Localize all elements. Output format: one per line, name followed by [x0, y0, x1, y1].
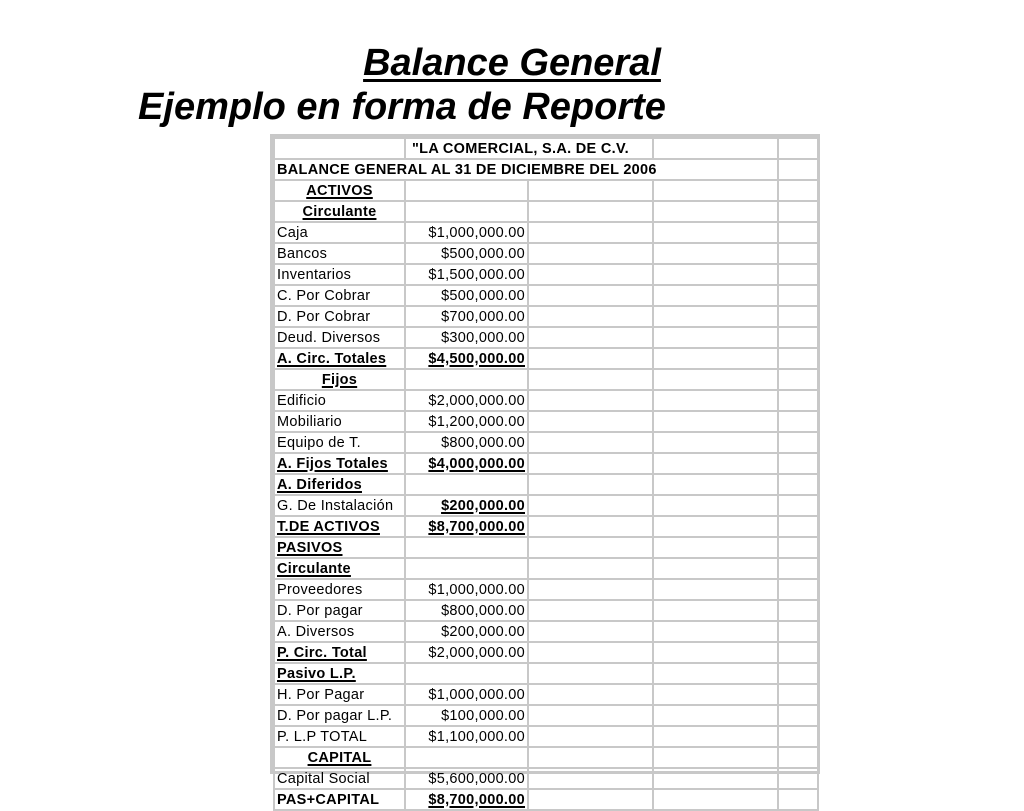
- total-label: A. Circ. Totales: [277, 350, 387, 367]
- table-cell: [778, 327, 818, 348]
- slide-subtitle: Ejemplo en forma de Reporte: [138, 86, 666, 128]
- table-cell: [274, 558, 405, 579]
- table-cell: [778, 642, 818, 663]
- table-cell: [653, 621, 778, 642]
- table-cell: [528, 180, 653, 201]
- row-label: Deud. Diversos: [274, 327, 405, 348]
- table-cell: [778, 390, 818, 411]
- table-cell: [778, 285, 818, 306]
- table-row: [274, 663, 818, 684]
- table-cell: [528, 558, 653, 579]
- table-cell: [528, 390, 653, 411]
- table-row: [274, 579, 818, 600]
- table-row: [274, 768, 818, 789]
- table-cell: [653, 600, 778, 621]
- row-label: A. Diversos: [274, 621, 405, 642]
- table-cell: [274, 348, 405, 369]
- row-label: D. Por pagar: [274, 600, 405, 621]
- table-cell: [528, 243, 653, 264]
- table-cell: [653, 306, 778, 327]
- row-amount: $1,000,000.00: [405, 222, 528, 243]
- table-cell: [653, 369, 778, 390]
- table-cell: [778, 579, 818, 600]
- table-cell: [653, 663, 778, 684]
- total-amount: $8,700,000.00: [428, 791, 525, 808]
- company-name: "LA COMERCIAL, S.A. DE C.V.: [405, 138, 653, 159]
- row-amount: $1,000,000.00: [405, 684, 528, 705]
- row-label: C. Por Cobrar: [274, 285, 405, 306]
- table-row: [274, 558, 818, 579]
- report-heading: BALANCE GENERAL AL 31 DE DICIEMBRE DEL 2006: [274, 159, 778, 180]
- table-row: [274, 474, 818, 495]
- balance-table: [273, 137, 819, 811]
- table-cell: [528, 768, 653, 789]
- table-cell: [653, 726, 778, 747]
- subsection-label: Fijos: [321, 371, 358, 388]
- table-row: [274, 537, 818, 558]
- table-cell: [653, 516, 778, 537]
- table-cell: [778, 411, 818, 432]
- table-cell: [778, 558, 818, 579]
- table-cell: [653, 453, 778, 474]
- table-cell: [405, 516, 528, 537]
- table-cell: [528, 348, 653, 369]
- table-cell: [528, 453, 653, 474]
- row-label: Inventarios: [274, 264, 405, 285]
- table-cell: [653, 495, 778, 516]
- table-cell: [653, 579, 778, 600]
- table-cell: [653, 537, 778, 558]
- table-cell: [653, 222, 778, 243]
- table-cell: [528, 411, 653, 432]
- total-amount: $200,000.00: [441, 497, 525, 514]
- total-amount: $4,500,000.00: [428, 350, 525, 367]
- table-cell: [778, 474, 818, 495]
- table-cell: [274, 201, 405, 222]
- table-cell: [778, 348, 818, 369]
- table-row: [274, 495, 818, 516]
- table-cell: [528, 516, 653, 537]
- table-cell: [778, 768, 818, 789]
- table-cell: [528, 306, 653, 327]
- table-cell: [405, 789, 528, 810]
- subsection-label: A. Diferidos: [277, 476, 362, 493]
- table-cell: [528, 474, 653, 495]
- table-cell: [778, 621, 818, 642]
- row-label: D. Por pagar L.P.: [274, 705, 405, 726]
- table-cell: [778, 516, 818, 537]
- table-cell: [528, 663, 653, 684]
- section-label-pasivos: PASIVOS: [277, 539, 343, 556]
- table-cell: [528, 579, 653, 600]
- table-row: [274, 684, 818, 705]
- table-row: [274, 201, 818, 222]
- table-row: [274, 516, 818, 537]
- table-row: [274, 726, 818, 747]
- table-cell: [778, 201, 818, 222]
- table-cell: [653, 642, 778, 663]
- table-cell: [778, 453, 818, 474]
- table-cell: [653, 327, 778, 348]
- row-amount: $800,000.00: [405, 432, 528, 453]
- table-row: [274, 348, 818, 369]
- table-cell: [778, 726, 818, 747]
- table-cell: [653, 411, 778, 432]
- table-row: [274, 705, 818, 726]
- table-cell: [653, 432, 778, 453]
- total-amount: $8,700,000.00: [428, 518, 525, 535]
- table-cell: [528, 789, 653, 810]
- table-cell: [778, 264, 818, 285]
- table-cell: [528, 537, 653, 558]
- table-cell: [653, 474, 778, 495]
- table-cell: [778, 369, 818, 390]
- table-cell: [778, 747, 818, 768]
- row-amount: $800,000.00: [405, 600, 528, 621]
- table-cell: [778, 600, 818, 621]
- table-cell: [653, 285, 778, 306]
- row-label: Bancos: [274, 243, 405, 264]
- row-label: Equipo de T.: [274, 432, 405, 453]
- table-cell: [778, 705, 818, 726]
- table-row: [274, 264, 818, 285]
- spreadsheet: [270, 134, 820, 808]
- row-amount: $300,000.00: [405, 327, 528, 348]
- table-cell: [274, 516, 405, 537]
- table-cell: [778, 495, 818, 516]
- table-cell: [778, 663, 818, 684]
- table-cell: [528, 264, 653, 285]
- table-cell: [778, 789, 818, 810]
- row-amount: $2,000,000.00: [405, 390, 528, 411]
- table-cell: [274, 369, 405, 390]
- table-cell: [528, 621, 653, 642]
- table-cell: [528, 642, 653, 663]
- table-row: [274, 390, 818, 411]
- table-cell: [653, 789, 778, 810]
- table-cell: [653, 180, 778, 201]
- table-cell: [778, 432, 818, 453]
- table-cell: [528, 327, 653, 348]
- table-row: [274, 180, 818, 201]
- table-cell: [528, 600, 653, 621]
- table-row: [274, 222, 818, 243]
- total-label: A. Fijos Totales: [277, 455, 388, 472]
- table-cell: [274, 537, 405, 558]
- table-cell: [653, 390, 778, 411]
- table-cell: [274, 474, 405, 495]
- table-cell: [528, 705, 653, 726]
- table-cell: [653, 264, 778, 285]
- table-cell: [653, 558, 778, 579]
- table-row: [274, 789, 818, 810]
- table-cell: [405, 348, 528, 369]
- table-row: [274, 306, 818, 327]
- table-cell: [528, 684, 653, 705]
- row-amount: $1,200,000.00: [405, 411, 528, 432]
- row-label: Capital Social: [274, 768, 405, 789]
- row-amount: $2,000,000.00: [405, 642, 528, 663]
- table-row: [274, 453, 818, 474]
- heading-row: [274, 159, 818, 180]
- table-cell: [274, 642, 405, 663]
- table-cell: [653, 243, 778, 264]
- table-cell: [528, 747, 653, 768]
- row-label: D. Por Cobrar: [274, 306, 405, 327]
- section-label-capital: CAPITAL: [307, 749, 372, 766]
- table-row: [274, 621, 818, 642]
- table-cell: [778, 684, 818, 705]
- row-amount: $1,000,000.00: [405, 579, 528, 600]
- row-label: Proveedores: [274, 579, 405, 600]
- table-cell: [528, 201, 653, 222]
- row-label: P. L.P TOTAL: [274, 726, 405, 747]
- subsection-label: Circulante: [302, 203, 377, 220]
- table-cell: [653, 768, 778, 789]
- row-label: Edificio: [274, 390, 405, 411]
- table-cell: [528, 369, 653, 390]
- row-label: Caja: [274, 222, 405, 243]
- row-amount: $500,000.00: [405, 243, 528, 264]
- table-row: [274, 243, 818, 264]
- table-cell: [274, 453, 405, 474]
- table-cell: [528, 495, 653, 516]
- table-cell: [405, 495, 528, 516]
- table-row: [274, 432, 818, 453]
- table-cell: [778, 306, 818, 327]
- row-amount: $700,000.00: [405, 306, 528, 327]
- row-amount: $100,000.00: [405, 705, 528, 726]
- table-cell: [528, 285, 653, 306]
- row-label: Mobiliario: [274, 411, 405, 432]
- subsection-label: Pasivo L.P.: [277, 665, 356, 682]
- total-amount: $4,000,000.00: [428, 455, 525, 472]
- subsection-label: Circulante: [277, 560, 351, 577]
- row-amount: $1,500,000.00: [405, 264, 528, 285]
- table-cell: [528, 726, 653, 747]
- table-row: [274, 411, 818, 432]
- table-cell: [778, 243, 818, 264]
- slide-title: Balance General: [363, 42, 661, 84]
- table-row: [274, 285, 818, 306]
- section-label-activos: ACTIVOS: [306, 182, 373, 199]
- table-cell: [653, 705, 778, 726]
- company-row: [274, 138, 818, 159]
- table-cell: [528, 222, 653, 243]
- table-row: [274, 747, 818, 768]
- table-cell: [274, 747, 405, 768]
- table-cell: [274, 663, 405, 684]
- row-label: G. De Instalación: [274, 495, 405, 516]
- table-cell: [653, 747, 778, 768]
- table-cell: [528, 432, 653, 453]
- table-cell: [274, 180, 405, 201]
- table-row: [274, 327, 818, 348]
- table-cell: [653, 201, 778, 222]
- row-amount: $500,000.00: [405, 285, 528, 306]
- row-label: H. Por Pagar: [274, 684, 405, 705]
- table-row: [274, 600, 818, 621]
- table-row: [274, 369, 818, 390]
- table-row: [274, 642, 818, 663]
- table-cell: [653, 348, 778, 369]
- row-amount: $5,600,000.00: [405, 768, 528, 789]
- row-amount: $200,000.00: [405, 621, 528, 642]
- total-label: PAS+CAPITAL: [274, 789, 405, 810]
- table-cell: [778, 537, 818, 558]
- table-cell: [778, 222, 818, 243]
- table-cell: [405, 453, 528, 474]
- total-label: T.DE ACTIVOS: [277, 518, 380, 535]
- total-label: P. Circ. Total: [277, 644, 367, 661]
- table-cell: [778, 180, 818, 201]
- row-amount: $1,100,000.00: [405, 726, 528, 747]
- table-cell: [653, 684, 778, 705]
